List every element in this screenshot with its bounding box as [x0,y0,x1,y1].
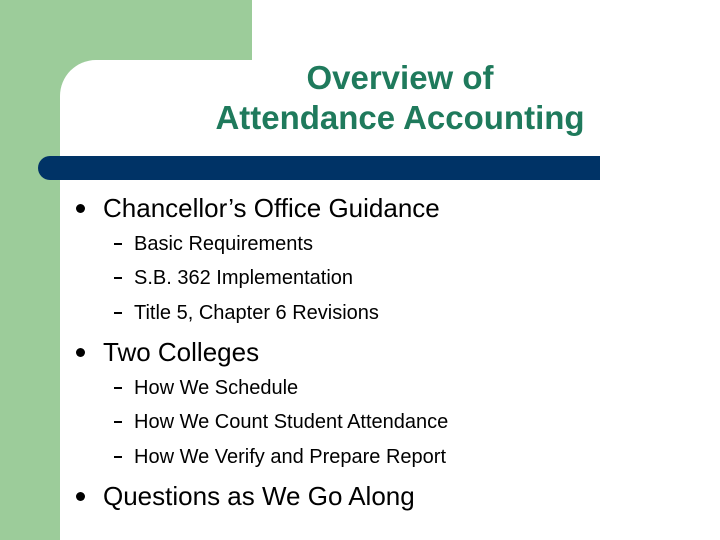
dash-icon [114,312,122,314]
slide-title-line-1: Overview of [306,59,494,96]
sub-bullet-item [114,410,448,434]
bullet-item [76,481,415,511]
bullet-dot-icon [76,204,85,213]
dash-icon [114,243,122,245]
bullet-dot-icon [76,492,85,501]
sub-bullet-item [114,445,446,469]
sub-bullet-text: How We Count Student Attendance [134,411,449,433]
bullet-text: Chancellor’s Office Guidance [103,193,440,223]
sub-bullet-item [114,266,353,290]
sub-bullet-item [114,301,379,325]
dash-icon [114,387,122,389]
sub-bullet-text: Basic Requirements [134,233,313,255]
sub-bullet-text: S.B. 362 Implementation [134,267,354,289]
bullet-item [76,337,259,367]
bullet-dot-icon [76,348,85,357]
bullet-text: Questions as We Go Along [103,481,415,511]
sub-bullet-text: How We Verify and Prepare Report [134,446,447,468]
dash-icon [114,456,122,458]
bullet-text: Two Colleges [103,337,260,367]
sub-bullet-text: Title 5, Chapter 6 Revisions [134,302,379,324]
sub-bullet-text: How We Schedule [134,377,299,399]
sub-bullet-item [114,232,313,256]
dash-icon [114,277,122,279]
dash-icon [114,421,122,423]
slide-title-line-2: Attendance Accounting [215,99,585,136]
bullet-item [76,193,440,223]
sub-bullet-item [114,376,298,400]
